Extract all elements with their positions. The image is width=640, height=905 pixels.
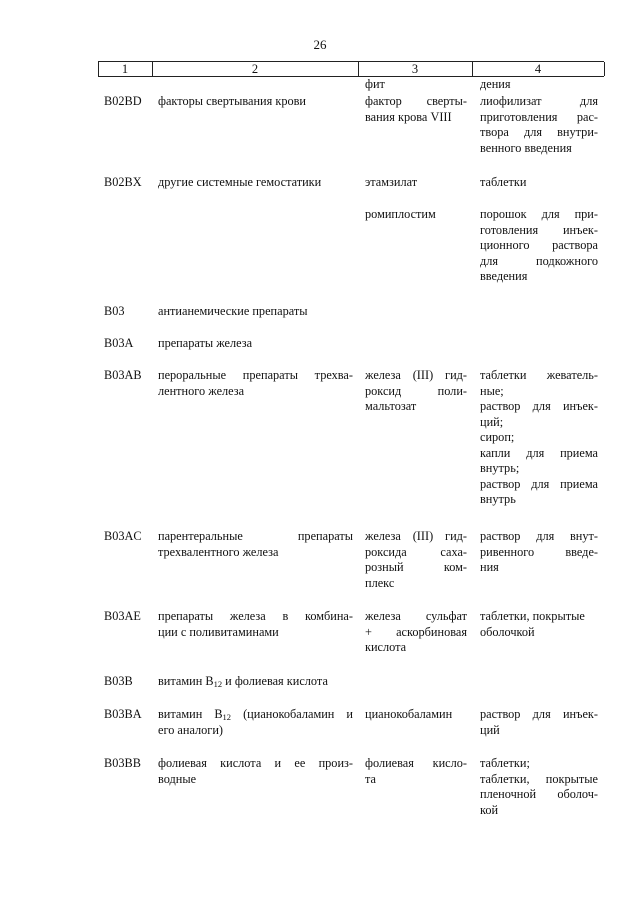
- header-col-3: 3: [411, 62, 419, 76]
- dosage-form: таблетки, покрытые оболочкой: [480, 609, 585, 639]
- drug-name: железа сульфат + аскорбиновая кислота: [365, 609, 467, 654]
- group-name: препараты железа в комбина- ции с поливитаминами: [158, 609, 353, 639]
- drug-name: этамзилат: [365, 175, 418, 189]
- page-number: 26: [313, 37, 327, 52]
- group-name: фолиевая кислота и ее произ- водные: [158, 756, 353, 786]
- atc-code: B03B: [104, 674, 133, 688]
- drug-name: фолиевая кисло- та: [365, 756, 467, 786]
- atc-code: B02BX: [104, 175, 142, 189]
- dosage-cell: дения: [480, 77, 511, 91]
- group-name: антианемические препараты: [158, 304, 308, 318]
- group-name: препараты железа: [158, 336, 253, 350]
- drug-name: железа (III) гид- роксид поли- мальтозат: [365, 368, 467, 413]
- dosage-form: таблетки: [480, 175, 527, 189]
- dosage-form: раствор для внут- ривенного введе- ния: [480, 529, 598, 574]
- atc-code: B03AE: [104, 609, 141, 623]
- drug-name: железа (III) гид- роксида саха- розный ком- плекс: [365, 529, 467, 590]
- header-col-4: 4: [534, 62, 542, 76]
- drug-name: цианокобаламин: [365, 707, 453, 721]
- dosage-form: раствор для инъек- ций: [480, 707, 598, 737]
- atc-code: B03BB: [104, 756, 141, 770]
- form-cell: фит: [365, 77, 385, 91]
- drug-name: фактор сверты- вания крова VIII: [365, 94, 467, 124]
- group-name: другие системные гемостатики: [158, 175, 322, 189]
- header-col-1: 1: [121, 62, 129, 76]
- atc-code: B03AB: [104, 368, 142, 382]
- dosage-form: таблетки жеватель- ные; раствор для инъек- ций; сироп; капли для приема внутрь; раствор для приема внутрь: [480, 368, 598, 506]
- atc-code: B03BA: [104, 707, 142, 721]
- header-divider: [604, 62, 605, 76]
- group-name: парентеральные препараты трехвалентного железа: [158, 529, 353, 559]
- dosage-form: лиофилизат для приготовления рас- твора для внутри- венного введения: [480, 94, 598, 155]
- atc-code: B03AC: [104, 529, 142, 543]
- group-name: факторы свертывания крови: [158, 94, 307, 108]
- header-col-2: 2: [251, 62, 259, 76]
- atc-code: B03A: [104, 336, 134, 350]
- dosage-form: таблетки; таблетки, покрытые пленочной оболоч- кой: [480, 756, 598, 817]
- atc-code: B02BD: [104, 94, 142, 108]
- group-name: витамин $B_{12}$ (цианокобаламин и его аналоги): [158, 707, 353, 737]
- dosage-form: порошок для при- готовления инъек- ционного раствора для подкожного введения: [480, 207, 598, 283]
- atc-code: B03: [104, 304, 125, 318]
- group-name: пероральные препараты трехва- лентного железа: [158, 368, 353, 398]
- group-name: витамин $B_{12}$ и фолиевая кислота: [158, 674, 328, 689]
- drug-name: ромиплостим: [365, 207, 436, 221]
